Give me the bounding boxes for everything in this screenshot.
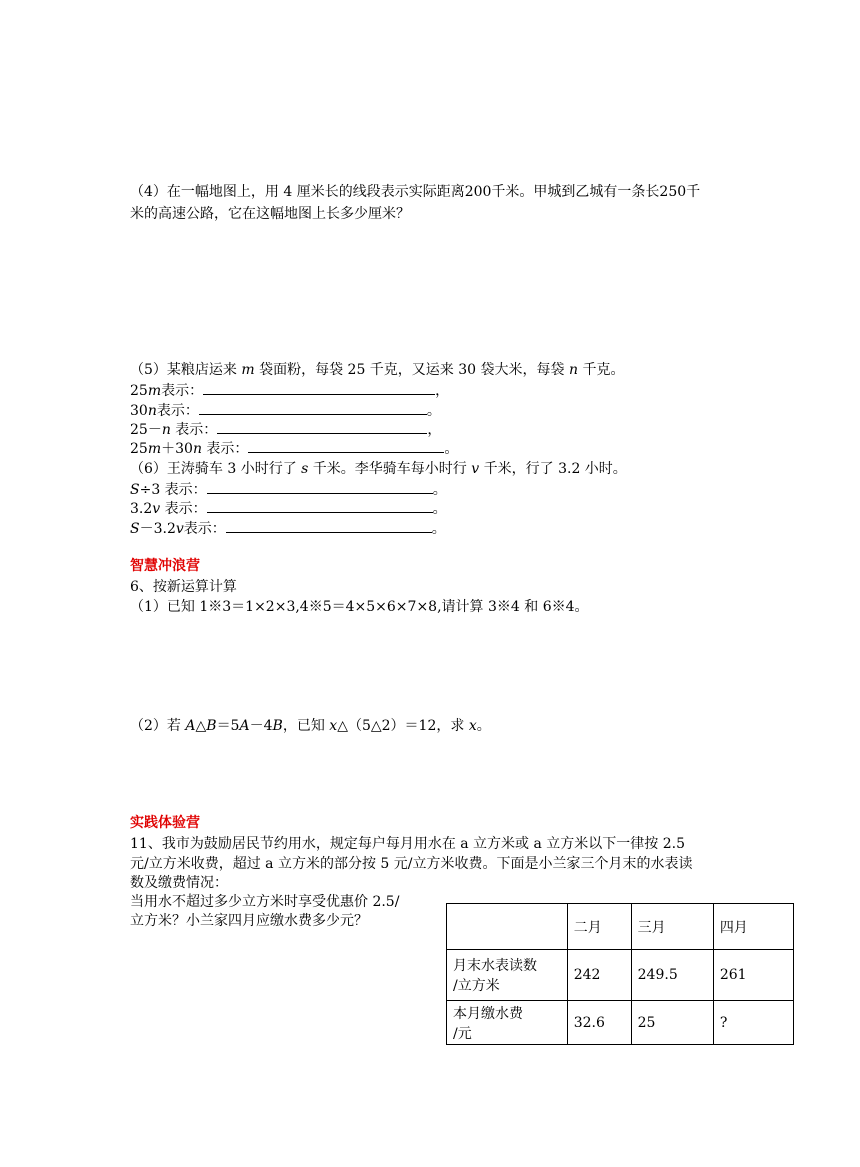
table-cell: 32.6 — [567, 1001, 631, 1045]
answer-blank[interactable] — [248, 440, 444, 453]
expr-label: ÷3 表示： — [139, 482, 207, 498]
question-4-line-1: （4）在一幅地图上，用 4 厘米长的线段表示实际距离200千米。甲城到乙城有一条长250千 — [130, 184, 701, 200]
variable-m: m — [241, 362, 255, 378]
table-cell: ? — [713, 1001, 793, 1045]
question-6-item-1 — [130, 481, 447, 500]
prompt-text: 千米。李华骑车每小时行 — [308, 461, 472, 477]
table-header-cell: 四月 — [713, 904, 793, 950]
punctuation: 。 — [444, 441, 459, 457]
expr-variable: v — [152, 501, 161, 517]
expr-text: 30 — [130, 403, 148, 419]
expr-text: 25 — [130, 383, 148, 399]
expr-label: 表示： — [156, 403, 199, 419]
expr-label: 表示： — [161, 383, 204, 399]
expr-variable: v — [175, 521, 184, 537]
answer-blank[interactable] — [226, 520, 432, 533]
variable-x: x — [468, 718, 477, 734]
variable-b: B — [206, 718, 217, 734]
expr-variable: m — [147, 441, 162, 457]
prompt-text: ，已知 — [282, 718, 330, 734]
question-6-item-3 — [130, 520, 446, 539]
prompt-text: （2）若 — [130, 718, 186, 734]
expr-variable: m — [147, 383, 162, 399]
prompt-text: －4 — [249, 718, 273, 734]
prompt-text: 千克。 — [578, 362, 625, 378]
question-11-line-3: 数及缴费情况： — [130, 875, 228, 891]
question-6-item-2 — [130, 500, 447, 519]
question-5-item-3 — [130, 421, 441, 440]
row-label-line-1: 月末水表读数 — [453, 958, 537, 974]
prompt-text: 千米，行了 3.2 小时。 — [479, 461, 627, 477]
question-5-item-1 — [130, 382, 449, 401]
answer-blank[interactable] — [207, 481, 433, 494]
expr-variable: S — [130, 521, 140, 537]
question-11-line-4: 当用水不超过多少立方米时享受优惠价 2.5/ — [130, 894, 400, 910]
expr-variable: n — [192, 441, 202, 457]
expr-text: 3.2 — [130, 501, 153, 517]
punctuation: 。 — [432, 501, 447, 517]
question-6-part-1: （1）已知 1※3＝1×2×3,4※5＝4×5×6×7×8,请计算 3※4 和 6※4。 — [130, 599, 589, 615]
punctuation: ， — [427, 422, 442, 438]
prompt-text: △（5△2）＝12，求 — [337, 718, 469, 734]
expr-label: 表示： — [183, 521, 226, 537]
table-cell: 25 — [631, 1001, 713, 1045]
section-heading-practice: 实践体验营 — [130, 815, 200, 831]
prompt-text: （5）某粮店运来 — [130, 362, 242, 378]
question-5-item-2 — [130, 402, 441, 421]
table-cell: 242 — [567, 950, 631, 1001]
expr-label: 表示： — [160, 501, 207, 517]
answer-blank[interactable] — [207, 500, 433, 513]
answer-blank[interactable] — [199, 402, 427, 415]
table-header-cell — [447, 904, 568, 950]
table-cell: 261 — [713, 950, 793, 1001]
prompt-text: 袋面粉，每袋 25 千克，又运来 30 袋大米，每袋 — [254, 362, 569, 378]
variable-a: A — [239, 718, 250, 734]
question-5-prompt — [130, 361, 624, 380]
row-label-line-2: /立方米 — [453, 978, 500, 994]
table-row — [447, 950, 794, 1001]
question-6-title: 6、按新运算计算 — [130, 579, 237, 595]
punctuation: 。 — [426, 403, 441, 419]
table-header-row — [447, 904, 794, 950]
variable-a: A — [185, 718, 196, 734]
question-6-part-2 — [130, 717, 491, 736]
expr-variable: S — [130, 482, 140, 498]
expr-text: －3.2 — [139, 521, 176, 537]
table-row — [447, 1001, 794, 1045]
expr-text: 25－ — [130, 422, 162, 438]
expr-text: ＋30 — [161, 441, 193, 457]
question-4-line-2: 米的高速公路，它在这幅地图上长多少厘米？ — [130, 206, 410, 222]
answer-blank[interactable] — [217, 421, 427, 434]
expr-variable: n — [147, 403, 157, 419]
variable-v: v — [471, 461, 480, 477]
table-row-label — [447, 950, 568, 1001]
table-header-cell: 三月 — [631, 904, 713, 950]
answer-blank[interactable] — [203, 382, 435, 395]
question-6-prompt — [130, 460, 627, 479]
table-row-label — [447, 1001, 568, 1045]
question-11-line-1: 11、我市为鼓励居民节约用水，规定每户每月用水在 a 立方米或 a 立方米以下一律按 2.5 — [130, 836, 686, 852]
prompt-text: 。 — [476, 718, 491, 734]
expr-text: 25 — [130, 441, 148, 457]
table-header-cell: 二月 — [567, 904, 631, 950]
punctuation: 。 — [431, 521, 446, 537]
expr-label: 表示： — [201, 441, 249, 457]
table-cell: 249.5 — [631, 950, 713, 1001]
prompt-text: △ — [195, 718, 207, 734]
expr-label: 表示： — [170, 422, 218, 438]
row-label-line-2: /元 — [453, 1025, 472, 1042]
question-11-line-2: 元/立方米收费，超过 a 立方米的部分按 5 元/立方米收费。下面是小兰家三个月末的水表读 — [130, 856, 693, 872]
expr-variable: n — [161, 422, 171, 438]
prompt-text: ＝5 — [216, 718, 240, 734]
question-11-line-5: 立方米？小兰家四月应缴水费多少元？ — [130, 913, 368, 929]
row-label-line-1: 本月缴水费 — [453, 1005, 523, 1022]
water-fee-table — [446, 903, 794, 1045]
question-5-item-4 — [130, 440, 458, 459]
section-heading-challenge: 智慧冲浪营 — [130, 558, 200, 574]
variable-b: B — [272, 718, 283, 734]
punctuation: ， — [435, 383, 450, 399]
variable-x: x — [329, 718, 338, 734]
prompt-text: （6）王涛骑车 3 小时行了 — [130, 461, 302, 477]
punctuation: 。 — [432, 482, 447, 498]
variable-s: s — [301, 461, 309, 477]
variable-n: n — [568, 362, 579, 378]
